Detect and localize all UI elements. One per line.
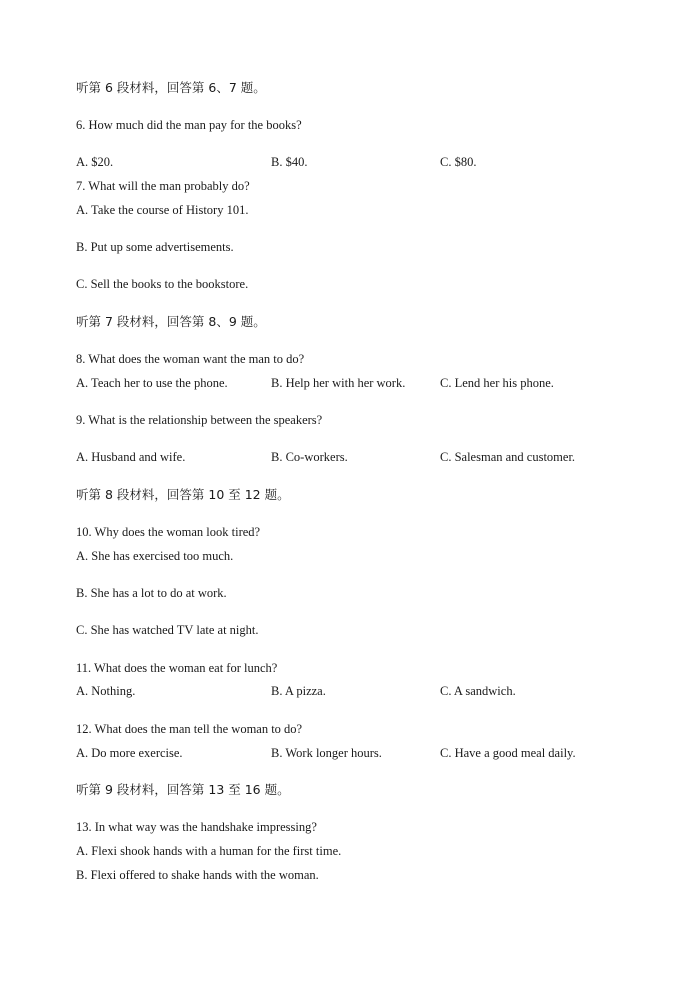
section-header: 听第 6 段材料，回答第 6、7 题。 <box>76 80 266 95</box>
option-b: B. $40. <box>271 155 308 169</box>
question-stem: 12. What does the man tell the woman to do? <box>76 722 303 736</box>
option-a: A. Flexi shook hands with a human for the first time. <box>76 844 342 858</box>
question-stem: 9. What is the relationship between the speakers? <box>76 413 323 427</box>
question-stem: 11. What does the woman eat for lunch? <box>76 661 278 675</box>
option-b: B. Put up some advertisements. <box>76 240 234 254</box>
option-a: A. She has exercised too much. <box>76 549 234 563</box>
option-b: B. Co-workers. <box>271 450 348 464</box>
option-b: B. Flexi offered to shake hands with the woman. <box>76 868 319 882</box>
section-header: 听第 9 段材料，回答第 13 至 16 题。 <box>76 782 290 797</box>
option-c: C. Salesman and customer. <box>440 450 576 464</box>
question-stem: 6. How much did the man pay for the books? <box>76 118 302 132</box>
option-a: A. Teach her to use the phone. <box>76 376 228 390</box>
option-a: A. Do more exercise. <box>76 746 183 760</box>
question-stem: 13. In what way was the handshake impressing? <box>76 820 317 834</box>
option-a: A. Take the course of History 101. <box>76 203 249 217</box>
option-a: A. $20. <box>76 155 114 169</box>
section-header: 听第 8 段材料，回答第 10 至 12 题。 <box>76 487 290 502</box>
option-b: B. Help her with her work. <box>271 376 406 390</box>
option-c: C. Have a good meal daily. <box>440 746 576 760</box>
option-c: C. A sandwich. <box>440 684 516 698</box>
option-a: A. Nothing. <box>76 684 136 698</box>
option-c: C. Lend her his phone. <box>440 376 554 390</box>
option-b: B. Work longer hours. <box>271 746 382 760</box>
option-b: B. She has a lot to do at work. <box>76 586 227 600</box>
question-stem: 10. Why does the woman look tired? <box>76 525 261 539</box>
option-a: A. Husband and wife. <box>76 450 186 464</box>
option-c: C. She has watched TV late at night. <box>76 623 259 637</box>
option-c: C. $80. <box>440 155 477 169</box>
option-c: C. Sell the books to the bookstore. <box>76 277 249 291</box>
option-b: B. A pizza. <box>271 684 326 698</box>
question-stem: 8. What does the woman want the man to do? <box>76 352 305 366</box>
question-stem: 7. What will the man probably do? <box>76 179 250 193</box>
section-header: 听第 7 段材料，回答第 8、9 题。 <box>76 314 266 329</box>
